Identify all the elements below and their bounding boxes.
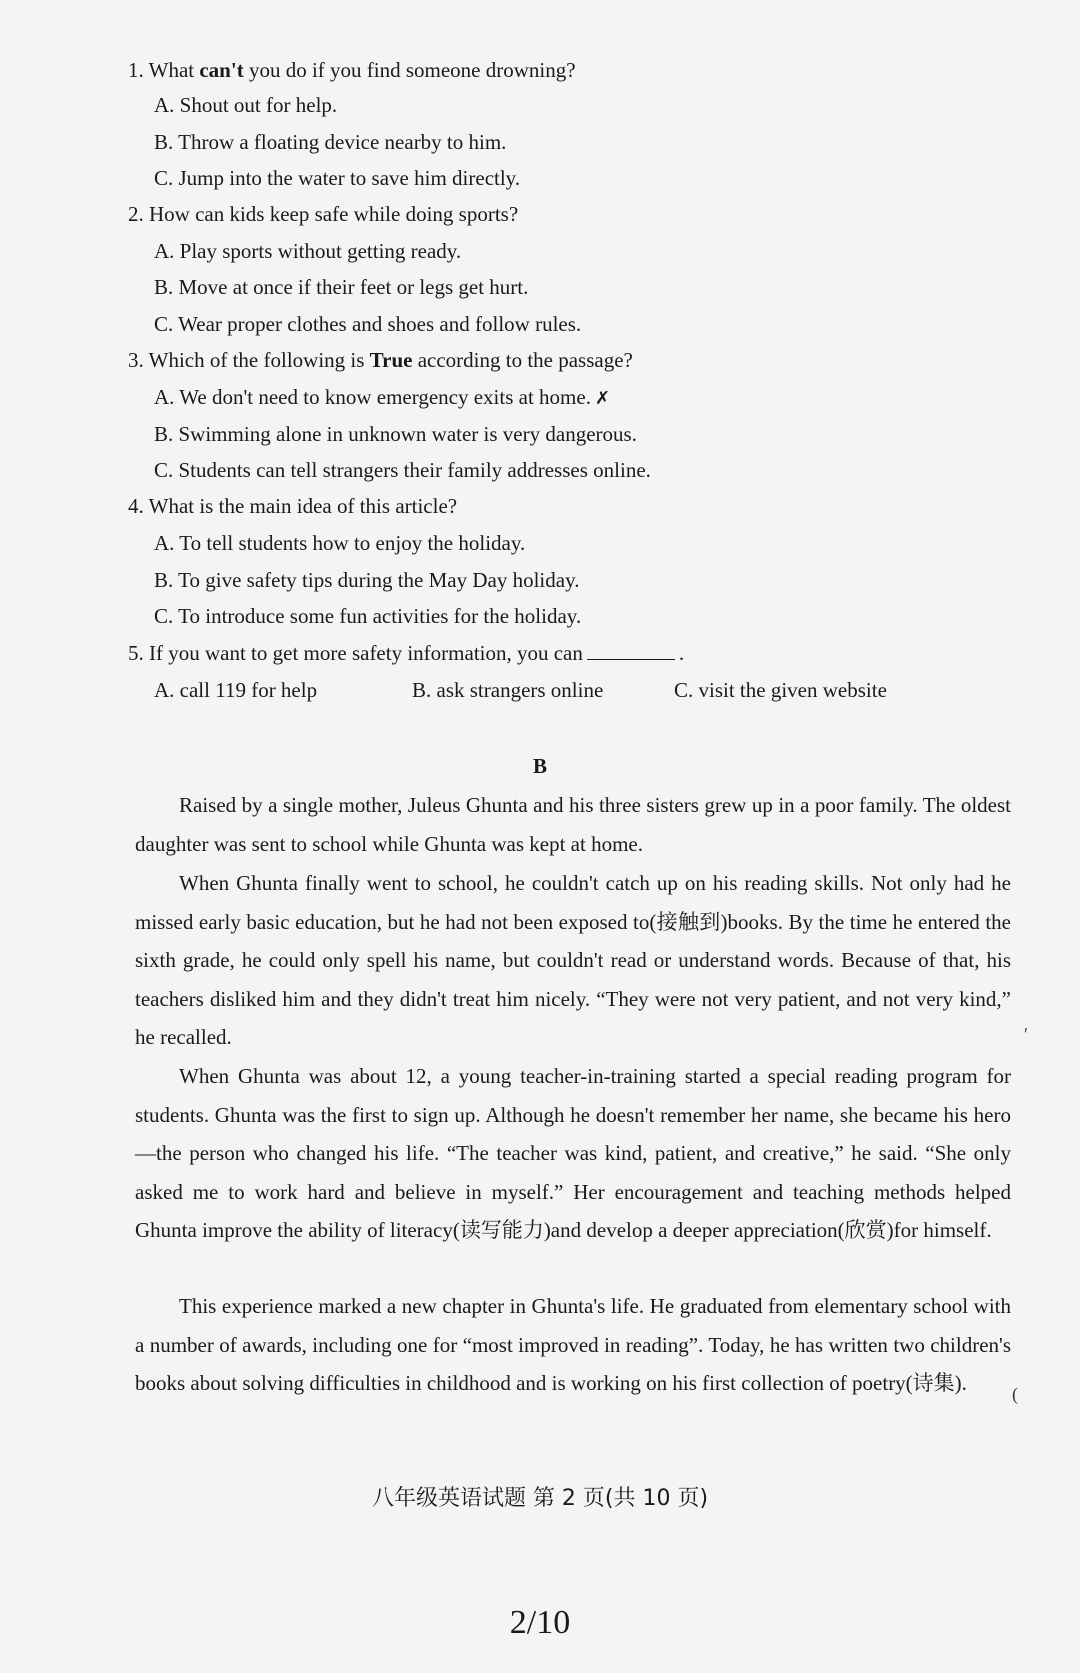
q3-option-c: C. Students can tell strangers their family addresses online. <box>154 458 651 482</box>
handwritten-x-mark: ✗ <box>594 388 611 409</box>
q1-option-b: B. Throw a floating device nearby to him. <box>154 130 507 154</box>
question-1: 1. What can't you do if you find someone drowning? <box>128 58 576 82</box>
page-footer: 八年级英语试题 第 2 页(共 10 页) <box>371 1486 709 1511</box>
paragraph-2: When Ghunta finally went to school, he couldn't catch up on his reading skills. Not only had he missed early basic education, but he had not been exposed to(接触到)books. By the time he entered the sixth grade, he could only spell his name, but couldn't read or understand words. Because of that, his teachers disliked him and they didn't treat him nicely. “They were not very patient, and not very kind,” he recalled. <box>135 871 1011 1049</box>
question-4: 4. What is the main idea of this article? <box>128 494 458 518</box>
page-number: 2/10 <box>509 1604 571 1641</box>
q5-option-c: C. visit the given website <box>674 678 887 702</box>
q3-option-b: B. Swimming alone in unknown water is very dangerous. <box>154 422 637 446</box>
q2-option-c: C. Wear proper clothes and shoes and follow rules. <box>154 312 582 336</box>
section-heading: B <box>532 754 547 778</box>
q4-option-b: B. To give safety tips during the May Day holiday. <box>154 568 580 592</box>
question-5: 5. If you want to get more safety information, you can . <box>128 641 685 665</box>
q1-option-c: C. Jump into the water to save him directly. <box>154 166 521 190</box>
q4-option-a: A. To tell students how to enjoy the holiday. <box>154 531 526 555</box>
q1-option-a: A. Shout out for help. <box>154 93 338 117</box>
margin-mark: ʹ <box>1024 1024 1028 1044</box>
q2-option-b: B. Move at once if their feet or legs get hurt. <box>154 275 529 299</box>
q3-option-a: A. We don't need to know emergency exits at home. ✗ <box>154 385 611 409</box>
paragraph-3: When Ghunta was about 12, a young teacher-in-training started a special reading program for students. Ghunta was the first to sign up. Although he doesn't remember her name, she became his hero—the person who changed his life. “The teacher was kind, patient, and creative,” he said. “She only asked me to work hard and believe in myself.” Her encouragement and teaching methods helped Ghunta improve the ability of literacy(读写能力)and develop a deeper appreciation(欣赏)for himself. <box>135 1064 1011 1242</box>
paragraph-4: This experience marked a new chapter in Ghunta's life. He graduated from elementary school with a number of awards, including one for “most improved in reading”. Today, he has written two children's books about solving difficulties in childhood and is working on his first collection of poetry(诗集). <box>135 1294 1011 1395</box>
question-2: 2. How can kids keep safe while doing sports? <box>128 202 519 226</box>
q4-option-c: C. To introduce some fun activities for the holiday. <box>154 604 582 628</box>
q5-option-a: A. call 119 for help <box>154 678 318 702</box>
question-3: 3. Which of the following is True according to the passage? <box>128 348 633 372</box>
margin-mark: ( <box>1012 1384 1018 1404</box>
paragraph-1: Raised by a single mother, Juleus Ghunta and his three sisters grew up in a poor family. The oldest daughter was sent to school while Ghunta was kept at home. <box>135 793 1011 856</box>
answer-blank <box>587 641 675 660</box>
q2-option-a: A. Play sports without getting ready. <box>154 239 462 263</box>
q5-option-b: B. ask strangers online <box>412 678 604 702</box>
